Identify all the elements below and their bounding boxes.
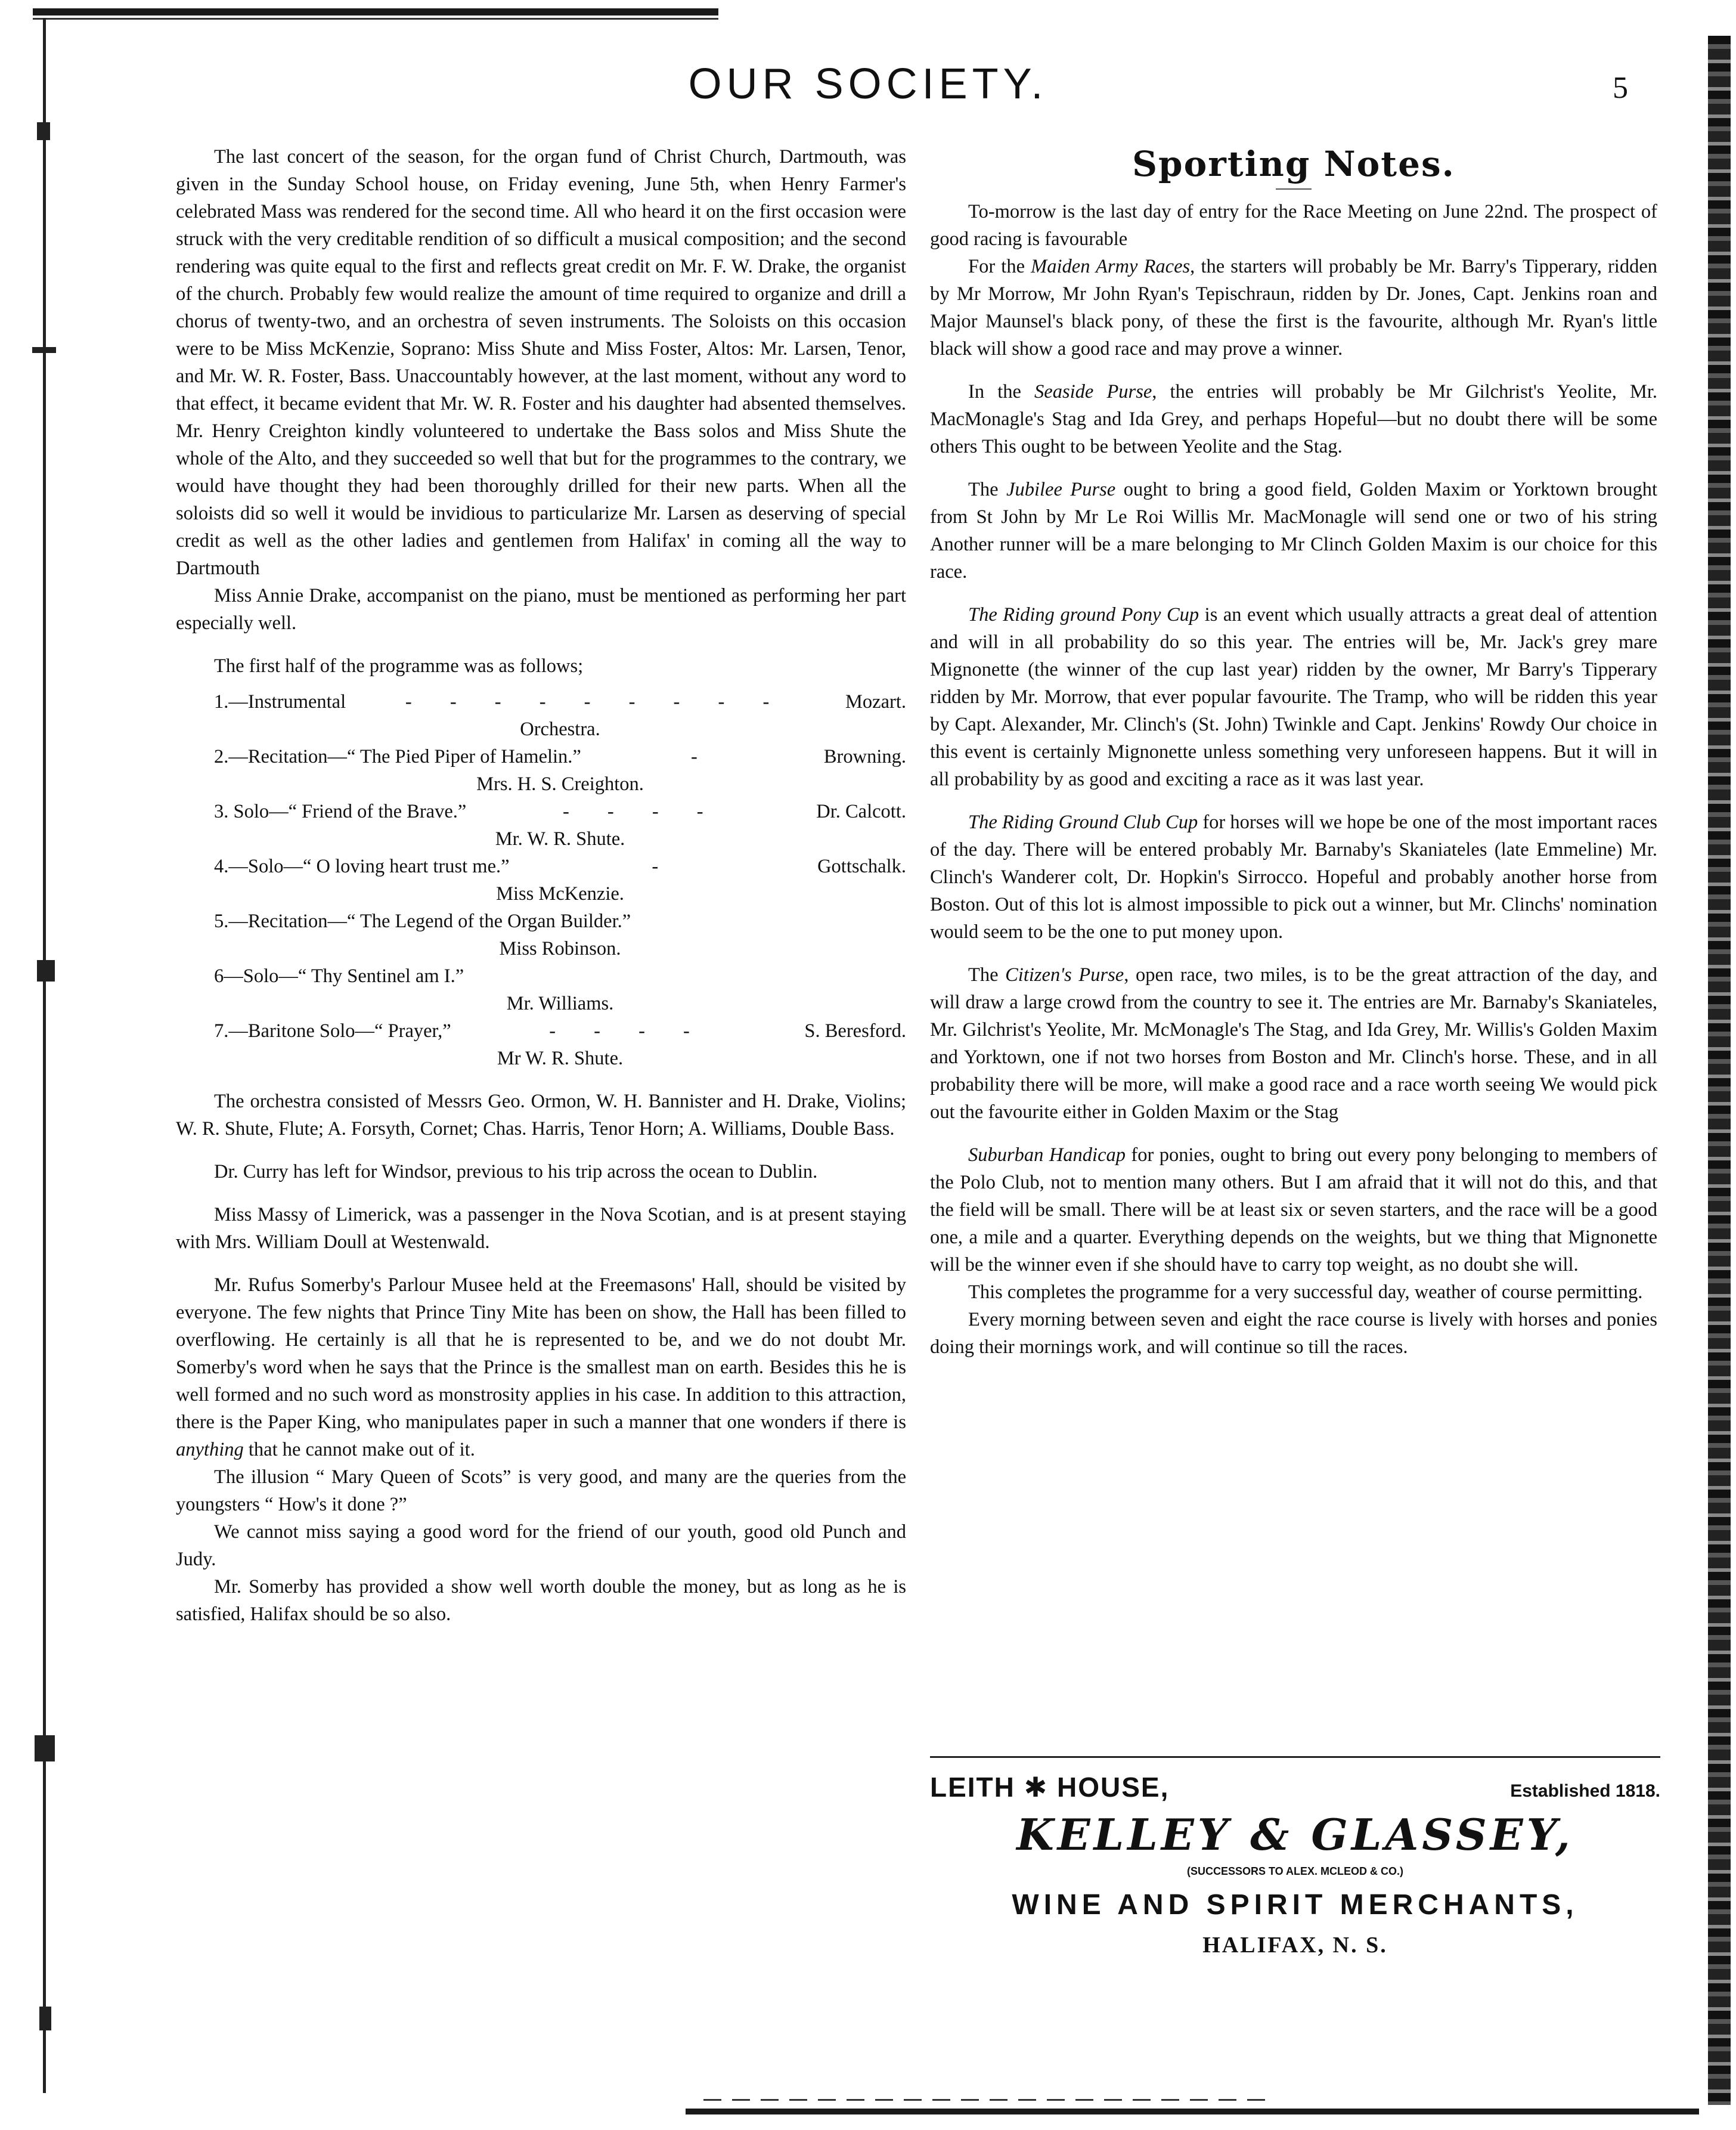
top-border-rule xyxy=(33,8,718,16)
illusion-paragraph: The illusion “ Mary Queen of Scots” is very good, and many are the queries from the youngsters “ How's it done ?” xyxy=(176,1466,906,1515)
jubilee-purse-paragraph: The Jubilee Purse ought to bring a good field, Golden Maxim or Yorktown brought from St John by Mr Le Roi Willis Mr. MacMonagle will send one or two of his string Another runner will be a mare belonging to Mr Clinch Golden Maxim is our choice for this race. xyxy=(930,479,1657,583)
programme-performer: Miss Robinson. xyxy=(499,938,621,959)
margin-mark xyxy=(37,122,50,140)
programme-item: 1.—Instrumental - - - - - - - - - Mozart. xyxy=(214,691,906,713)
bottom-border-rule xyxy=(686,2109,1699,2114)
ad-house-name: LEITH ✱ HOUSE, xyxy=(930,1772,1170,1803)
curry-paragraph: Dr. Curry has left for Windsor, previous to his trip across the ocean to Dublin. xyxy=(214,1161,818,1182)
left-column xyxy=(176,143,906,1628)
right-page-edge xyxy=(1708,36,1731,2105)
suburban-handicap-paragraph: Suburban Handicap for ponies, ought to bring out every pony belonging to members of the Polo Club, not to mention many others. But I am afraid that it will not do this, and that the field will be small. There will be at least six or seven starters, and the race will be a good one, a mile and a quarter. Everything depends on the weights, but we thing that Mignonette will be the winner even if she should have to carry top weight, as no doubt she will. xyxy=(930,1144,1658,1275)
morning-paragraph: Every morning between seven and eight the race course is lively with horses and ponies doing their mornings work, and will continue so till the races. xyxy=(930,1309,1657,1358)
programme-complete-paragraph: This completes the programme for a very successful day, weather of course permitting. xyxy=(968,1281,1643,1303)
page-number: 5 xyxy=(1613,71,1628,105)
ad-successors: (SUCCESSORS TO ALEX. MCLEOD & CO.) xyxy=(1186,1865,1404,1877)
ad-firm-name: KELLEY & GLASSEY, xyxy=(1016,1809,1574,1860)
bottom-dashed-rule xyxy=(703,2099,1270,2101)
sporting-notes-heading: Sporting Notes. xyxy=(1132,144,1455,184)
right-column xyxy=(930,143,1657,1361)
margin-mark xyxy=(35,1735,55,1761)
programme-list xyxy=(176,688,906,1072)
margin-mark xyxy=(39,2007,51,2030)
programme-performer: Mrs. H. S. Creighton. xyxy=(476,773,644,795)
margin-mark xyxy=(32,347,56,353)
programme-performer: Mr W. R. Shute. xyxy=(497,1048,624,1069)
programme-performer: Miss McKenzie. xyxy=(496,883,624,905)
orchestra-paragraph: The orchestra consisted of Messrs Geo. Ormon, W. H. Bannister and H. Drake, Violins; W. R. Shute, Flute; A. Forsyth, Cornet; Chas. Harris, Tenor Horn; A. Williams, Double Bass. xyxy=(176,1091,906,1140)
programme-item: 6—Solo—“ Thy Sentinel am I.” xyxy=(214,965,464,987)
programme-performer: Orchestra. xyxy=(520,719,600,740)
club-cup-paragraph: The Riding Ground Club Cup for horses will we hope be one of the most important races of the day. There will be entered probably Mr. Barnaby's Skaniateles (late Emmeline) Mr. Clinch's Wanderer colt, Dr. Hopkin's Sirrocco. Hopeful and probably another horse from Boston. Out of this lot is almost impossible to pick out a winner, but Mr. Clinchs' nomination would seem to be the one to put money upon. xyxy=(930,812,1658,943)
citizens-purse-paragraph: The Citizen's Purse, open race, two miles, is to be the great attraction of the day, and will draw a large crowd from the country to see it. The entries are Mr. Barnaby's Skaniateles, Mr. Gilchrist's Yeolite, Mr. McMonagle's The Stag, and Ida Grey, Mr. Willis's Golden Maxim and Yorktown, one if not two horses from Boston and Mr. Clinch's horse. These, and in all probability there will be more, will make a good race and a race worth seeing We would pick out the favourite either in Golden Maxim or the Stag xyxy=(930,964,1657,1123)
ad-trade: WINE AND SPIRIT MERCHANTS, xyxy=(1012,1889,1579,1921)
heading-rule xyxy=(1276,188,1312,190)
margin-mark xyxy=(37,960,55,982)
race-meeting-paragraph: To-morrow is the last day of entry for the Race Meeting on June 22nd. The prospect of good racing is favourable xyxy=(930,201,1657,250)
programme-performer: Mr. W. R. Shute. xyxy=(495,828,625,850)
ad-established: Established 1818. xyxy=(1510,1781,1660,1801)
concert-paragraph: The last concert of the season, for the organ fund of Christ Church, Dartmouth, was given in the Sunday School house, on Friday evening, June 5th, when Henry Farmer's celebrated Mass was rendered for the second time. All who heard it on the first occasion were struck with the very creditable rendition of so difficult a musical composition; and the second rendering was quite equal to the first and reflects great credit on Mr. F. W. Drake, the organist of the church. Probably few would realize the amount of time required to organize and drill a chorus of twenty-two, and an orchestra of seven instruments. The Soloists on this occasion were to be Miss McKenzie, Soprano: Miss Shute and Miss Foster, Altos: Mr. Larsen, Tenor, and Mr. W. R. Foster, Bass. Unaccountably however, at the last moment, without any word to that effect, it became evident that Mr. W. R. Foster and his daughter had absented themselves. Mr. Henry Creighton kindly volunteered to undertake the Bass solos and Miss Shute the whole of the Alto, and they succeeded so well that but for the programmes to the contrary, we would have thought they had been thoroughly drilled for their new parts. When all the soloists did so well it would be invidious to particularize Mr. Larsen as deserving of special credit as well as the other ladies and gentlemen from Halifax' in coming all the way to Dartmouth xyxy=(176,146,906,579)
programme-item: 3. Solo—“ Friend of the Brave.” - - - - Dr. Calcott. xyxy=(214,801,906,822)
programme-item: 4.—Solo—“ O loving heart trust me.” - Gottschalk. xyxy=(214,856,906,877)
ad-city: HALIFAX, N. S. xyxy=(1202,1933,1388,1958)
programme-item: 2.—Recitation—“ The Pied Piper of Hamelin.” - Browning. xyxy=(214,746,906,767)
programme-performer: Mr. Williams. xyxy=(506,993,614,1014)
accompanist-paragraph: Miss Annie Drake, accompanist on the piano, must be mentioned as performing her part especially well. xyxy=(176,585,906,634)
somerby-paragraph: Mr. Rufus Somerby's Parlour Musee held at the Freemasons' Hall, should be visited by everyone. The few nights that Prince Tiny Mite has been on show, the Hall has been filled to overflowing. He certainly is all that he is represented to be, and we do not doubt Mr. Somerby's word when he says that the Prince is the smallest man on earth. Besides this he is well formed and no such word as monstrosity applies in his case. In addition to this attraction, there is the Paper King, who manipulates paper in such a manner that one wonders if there is anything that he cannot make out of it. xyxy=(176,1274,906,1460)
top-border-thin-rule xyxy=(33,18,718,20)
maiden-army-paragraph: For the Maiden Army Races, the starters will probably be Mr. Barry's Tipperary, ridden by Mr Morrow, Mr John Ryan's Tepischraun, ridden by Dr. Jones, Capt. Jenkins roan and Major Maunsel's black pony, of these the first is the favourite, although Mr. Ryan's little black will show a good race and may prove a winner. xyxy=(930,256,1658,360)
pony-cup-paragraph: The Riding ground Pony Cup is an event which usually attracts a great deal of attention and will in all probability do so this year. The entries will be, Mr. Jack's grey mare Mignonette (the winner of the cup last year) ridden by the owner, Mr Barry's Tipperary ridden by Mr. Morrow, that ever popular favourite. The Tramp, who will be ridden this year by Capt. Alexander, Mr. Clinch's (St. John) Twinkle and Capt. Jenkins' Rowdy Our choice in this event is certainly Mignonette unless something very unforeseen happens. But it will in all probability by as good and exciting a race as it was last year. xyxy=(930,604,1658,790)
punch-judy-paragraph: We cannot miss saying a good word for the friend of our youth, good old Punch and Judy. xyxy=(176,1521,906,1570)
seaside-purse-paragraph: In the Seaside Purse, the entries will probably be Mr Gilchrist's Yeolite, Mr. MacMonagle's Stag and Ida Grey, and perhaps Hopeful—but no doubt there will be some others This ought to be between Yeolite and the Stag. xyxy=(930,381,1657,457)
programme-item: 5.—Recitation—“ The Legend of the Organ Builder.” xyxy=(214,911,631,932)
advertisement xyxy=(930,1756,1660,1958)
programme-intro: The first half of the programme was as follows; xyxy=(214,655,584,677)
masthead-title: OUR SOCIETY. xyxy=(688,60,1048,108)
ad-rule xyxy=(930,1756,1660,1758)
somerby-closing-paragraph: Mr. Somerby has provided a show well worth double the money, but as long as he is satisfied, Halifax should be so also. xyxy=(176,1576,906,1625)
massy-paragraph: Miss Massy of Limerick, was a passenger in the Nova Scotian, and is at present staying with Mrs. William Doull at Westenwald. xyxy=(176,1204,906,1253)
programme-item: 7.—Baritone Solo—“ Prayer,” - - - - S. Beresford. xyxy=(214,1020,906,1042)
left-page-edge xyxy=(43,18,46,2093)
